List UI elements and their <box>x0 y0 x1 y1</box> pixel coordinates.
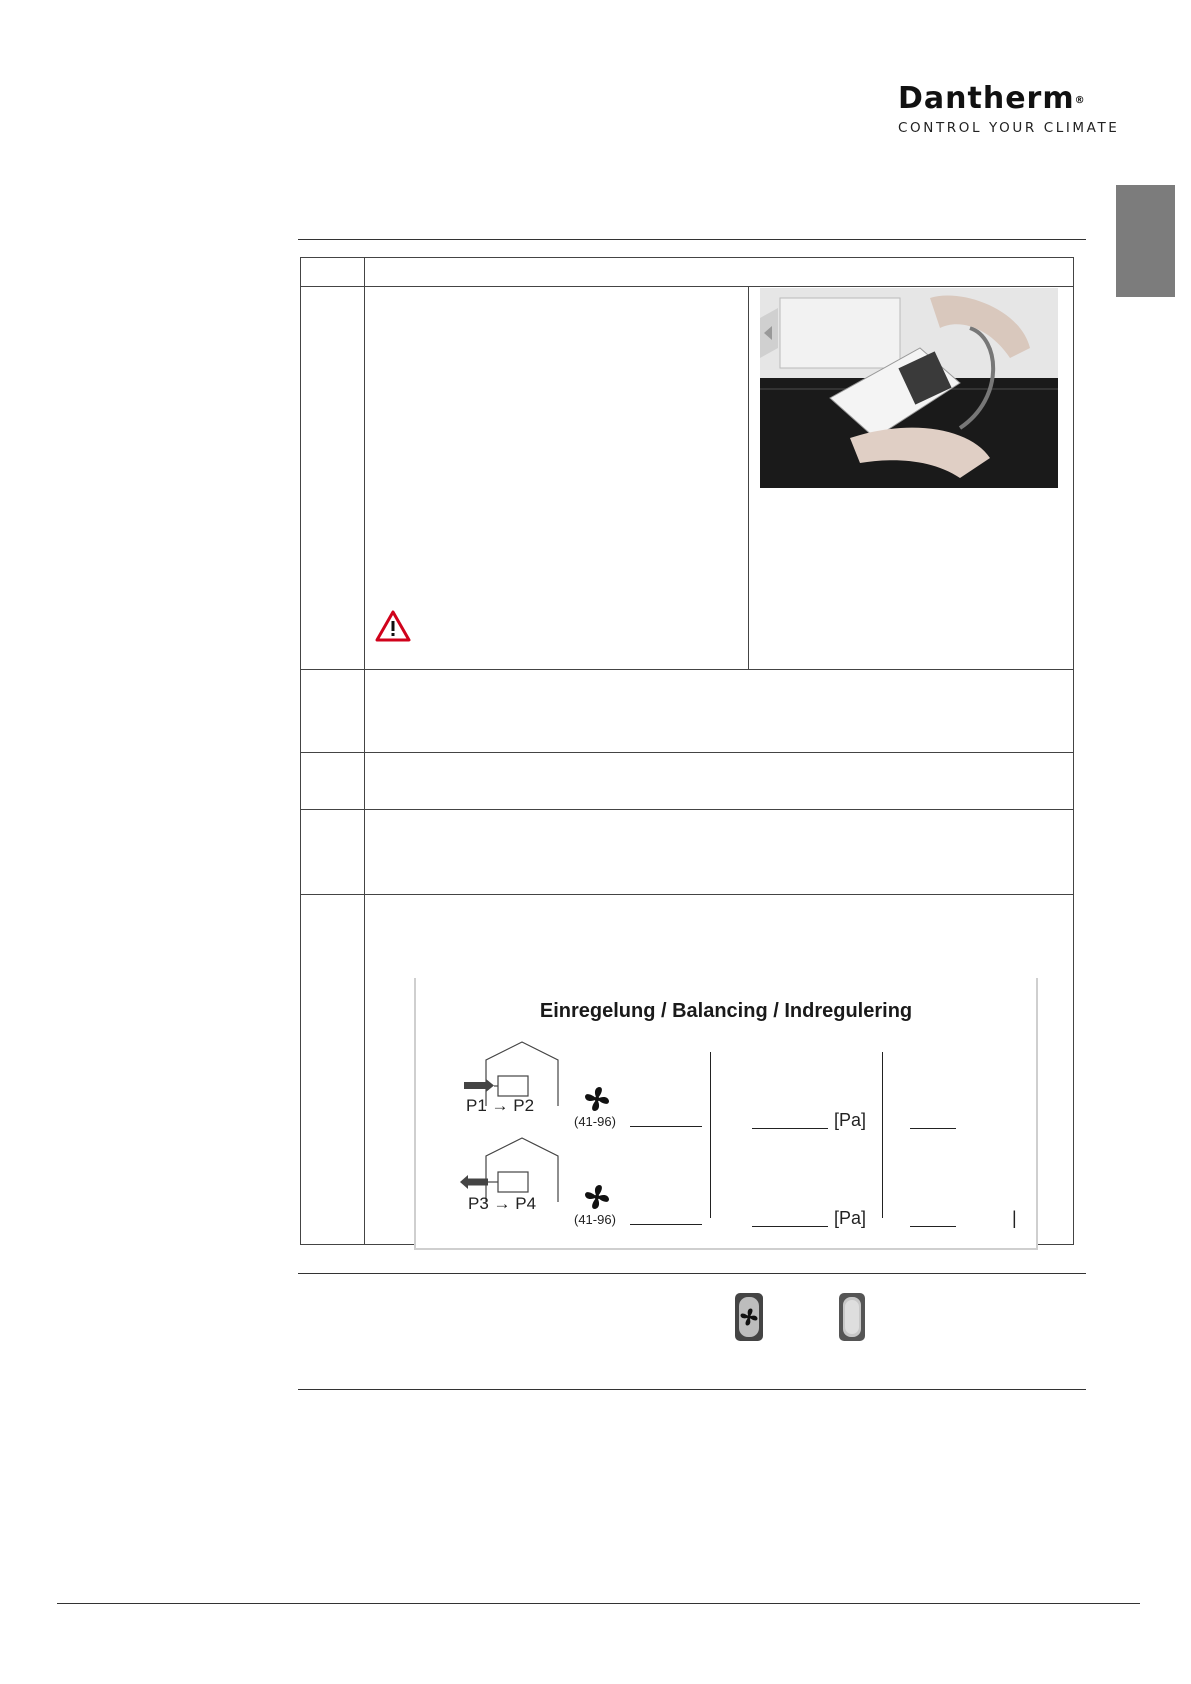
blank-button-icon <box>838 1292 866 1342</box>
fan-button-icon <box>734 1292 764 1342</box>
pressure-blank <box>752 1128 828 1129</box>
table-row-divider <box>300 809 1074 810</box>
trailing-mark: | <box>1012 1208 1017 1228</box>
result-blank <box>910 1128 956 1129</box>
table-row-divider <box>300 894 1074 895</box>
brand-logo <box>898 81 1138 136</box>
balancing-row-2-unit: [Pa] <box>834 1208 867 1228</box>
warning-triangle-icon <box>375 610 411 642</box>
footer-rule <box>57 1603 1140 1604</box>
balancing-label <box>414 978 1038 1250</box>
fan-step-blank <box>630 1224 702 1225</box>
fan-icon <box>584 1184 610 1210</box>
brand-name: Dantherm <box>898 81 1075 116</box>
balancing-row-1-unit: [Pa] <box>834 1110 867 1130</box>
result-blank <box>910 1226 956 1227</box>
registered-mark: ® <box>1074 95 1086 106</box>
balancing-row-2-label: P3 → P4 <box>468 1194 537 1213</box>
pressure-blank <box>752 1226 828 1227</box>
table-row-divider <box>300 669 1074 670</box>
section-tab-marker <box>1116 185 1175 297</box>
installation-photo <box>760 288 1058 488</box>
balancing-row-1-label: P1 → P2 <box>466 1096 535 1115</box>
balancing-column-divider <box>882 1052 883 1218</box>
balancing-title: Einregelung / Balancing / Indregulering <box>539 1000 913 1022</box>
balancing-row-1-fan-range: (41-96) <box>574 1114 616 1129</box>
table-image-column-divider <box>748 286 749 669</box>
table-row-divider <box>300 752 1074 753</box>
fan-icon <box>584 1086 610 1112</box>
top-rule <box>298 239 1086 240</box>
balancing-row-2-fan-range: (41-96) <box>574 1212 616 1227</box>
brand-tagline: CONTROL YOUR CLIMATE <box>898 120 1120 136</box>
fan-step-blank <box>630 1126 702 1127</box>
section-rule <box>298 1273 1086 1274</box>
table-row-divider <box>300 286 1074 287</box>
section-rule <box>298 1389 1086 1390</box>
balancing-column-divider <box>710 1052 711 1218</box>
table-step-column-divider <box>364 257 365 1245</box>
